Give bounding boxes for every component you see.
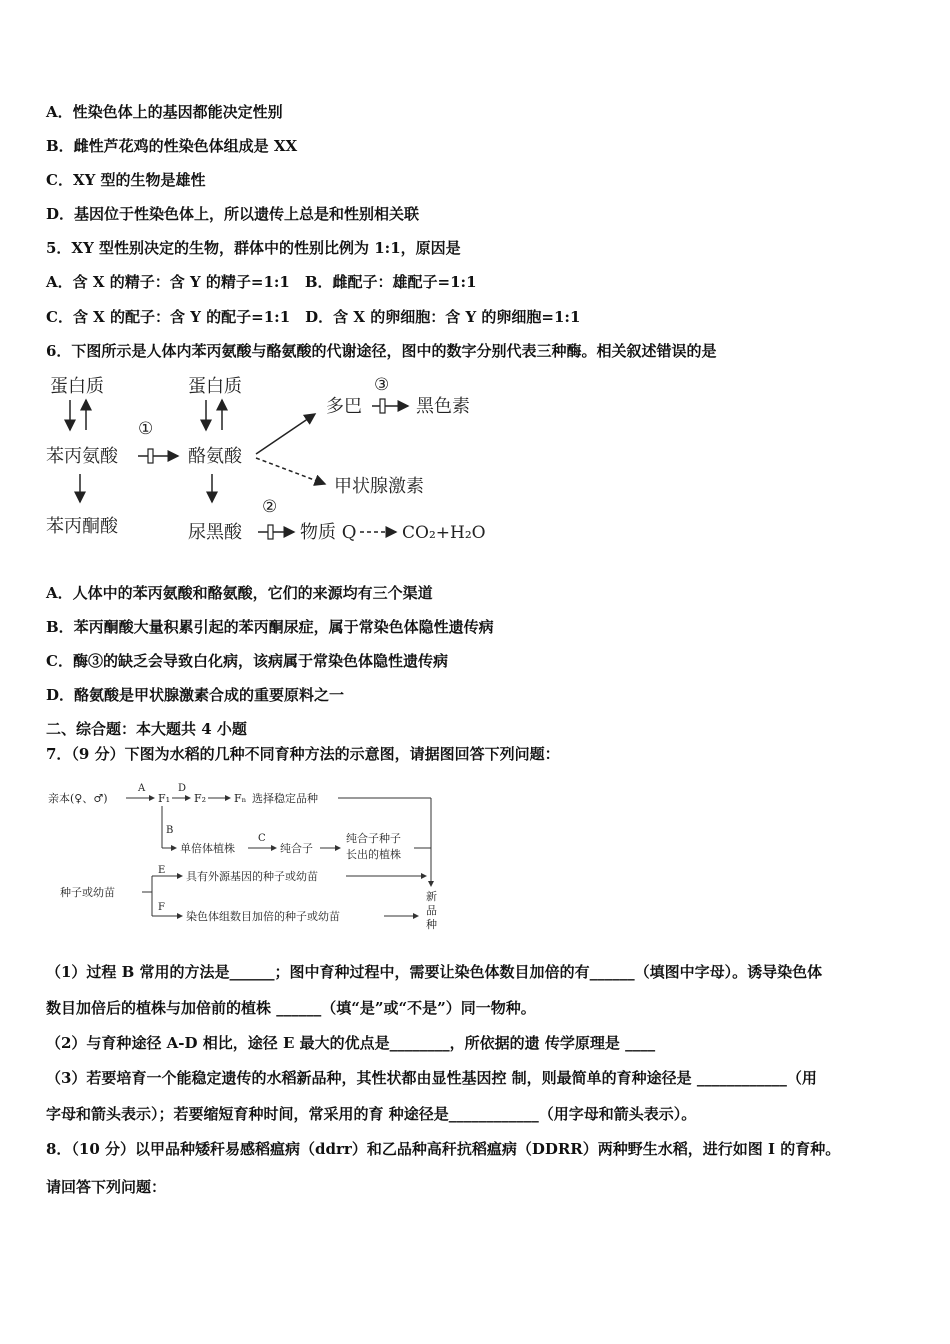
enzyme-block-icon <box>148 449 153 463</box>
label-d: D <box>178 783 187 794</box>
q7-part1-line1: （1）过程 B 常用的方法是______；图中育种过程中，需要让染色体数目加倍的有______（填图中字母）。诱导染色体 <box>46 963 823 981</box>
phenylpyruvate-label: 苯丙酮酸 <box>46 516 118 537</box>
melanin-label: 黑色素 <box>416 396 470 417</box>
select-stable-label: 选择稳定品种 <box>252 792 318 805</box>
enzyme-3-label: ③ <box>374 375 390 395</box>
homogentisate-label: 尿黑酸 <box>188 522 242 543</box>
q7-part1-line2: 数目加倍后的植株与加倍前的植株 ______（填“是”或“不是”）同一物种。 <box>46 999 536 1017</box>
pure-seed-label-2: 长出的植株 <box>346 848 401 861</box>
label-e: E <box>158 865 166 876</box>
q7-part3-line2: 字母和箭头表示）；若要缩短育种时间，常采用的育 种途径是____________（用字母和箭头表示）。 <box>46 1105 697 1123</box>
enzyme-block-icon <box>380 399 385 413</box>
q4-option-b: B．雌性芦花鸡的性染色体组成是 XX <box>46 137 298 155</box>
fn-label: Fₙ <box>234 792 247 805</box>
f2-label: F₂ <box>194 792 207 805</box>
q7-stem: 7．（9 分）下图为水稻的几种不同育种方法的示意图，请据图回答下列问题： <box>46 745 560 763</box>
breeding-diagram <box>46 778 446 938</box>
dopa-label: 多巴 <box>326 396 362 417</box>
q8-line2: 请回答下列问题： <box>46 1178 167 1196</box>
label-b: B <box>166 825 174 836</box>
q6-option-d: D．酪氨酸是甲状腺激素合成的重要原料之一 <box>46 686 345 704</box>
seeds-label: 种子或幼苗 <box>60 886 115 899</box>
phenylalanine-label: 苯丙氨酸 <box>46 446 118 467</box>
haploid-label: 单倍体植株 <box>180 842 235 855</box>
parents-label: 亲本(♀、♂) <box>48 792 108 805</box>
protein-label-2: 蛋白质 <box>188 376 242 397</box>
q6-option-c: C．酶③的缺乏会导致白化病，该病属于常染色体隐性遗传病 <box>46 652 448 670</box>
enzyme-2-label: ② <box>262 497 278 517</box>
new-variety-char-3: 种 <box>426 918 437 931</box>
f1-label: F₁ <box>158 792 171 805</box>
enzyme-1-label: ① <box>138 419 154 439</box>
q7-part3-line1: （3）若要培育一个能稳定遗传的水稻新品种，其性状都由显性基因控 制，则最简单的育种途径是 ____________（用 <box>46 1069 817 1087</box>
thyroxine-label: 甲状腺激素 <box>334 476 424 497</box>
substance-q-label: 物质 Q <box>300 522 357 543</box>
pure-line-label: 纯合子 <box>280 842 313 855</box>
products-label: CO₂+H₂O <box>402 523 486 543</box>
enzyme-block-icon <box>268 525 273 539</box>
q8-line1: 8．（10 分）以甲品种矮秆易感稻瘟病（ddrr）和乙品种高秆抗稻瘟病（DDRR）两种野生水稻，进行如图 I 的育种。 <box>46 1140 841 1158</box>
new-variety-char-2: 品 <box>426 904 437 917</box>
protein-label-1: 蛋白质 <box>50 376 104 397</box>
metabolism-diagram <box>40 368 500 558</box>
q5-stem: 5．XY 型性别决定的生物，群体中的性别比例为 1:1，原因是 <box>46 239 461 257</box>
q7-part2: （2）与育种途径 A-D 相比，途径 E 最大的优点是________，所依据的遗 传学原理是 ____ <box>46 1034 656 1052</box>
label-a: A <box>138 783 146 794</box>
foreign-gene-label: 具有外源基因的种子或幼苗 <box>186 870 318 883</box>
q5-options-cd: C．含 X 的配子：含 Y 的配子=1:1 D．含 X 的卵细胞：含 Y 的卵细胞=1:1 <box>46 308 581 326</box>
tyrosine-label: 酪氨酸 <box>188 446 242 467</box>
q4-option-a: A．性染色体上的基因都能决定性别 <box>46 103 283 121</box>
arrow-to-dopa-icon <box>256 414 315 454</box>
q4-option-c: C．XY 型的生物是雄性 <box>46 171 206 189</box>
label-f: F <box>158 902 165 913</box>
new-variety-char-1: 新 <box>426 890 437 903</box>
q6-option-a: A．人体中的苯丙氨酸和酪氨酸，它们的来源均有三个渠道 <box>46 584 433 602</box>
metabolism-svg <box>40 368 500 558</box>
q6-option-b: B．苯丙酮酸大量积累引起的苯丙酮尿症，属于常染色体隐性遗传病 <box>46 618 494 636</box>
section-heading: 二、综合题：本大题共 4 小题 <box>46 720 247 738</box>
pure-seed-label-1: 纯合子种子 <box>346 832 401 845</box>
doubled-label: 染色体组数目加倍的种子或幼苗 <box>186 910 340 923</box>
breeding-svg <box>46 778 446 938</box>
dashed-arrow-icon <box>256 458 325 484</box>
q5-options-ab: A．含 X 的精子：含 Y 的精子=1:1 B．雌配子：雄配子=1:1 <box>46 273 477 291</box>
q6-stem: 6．下图所示是人体内苯丙氨酸与酪氨酸的代谢途径，图中的数字分别代表三种酶。相关叙述错误的是 <box>46 342 717 360</box>
label-c: C <box>258 833 266 844</box>
q4-option-d: D．基因位于性染色体上，所以遗传上总是和性别相关联 <box>46 205 420 223</box>
